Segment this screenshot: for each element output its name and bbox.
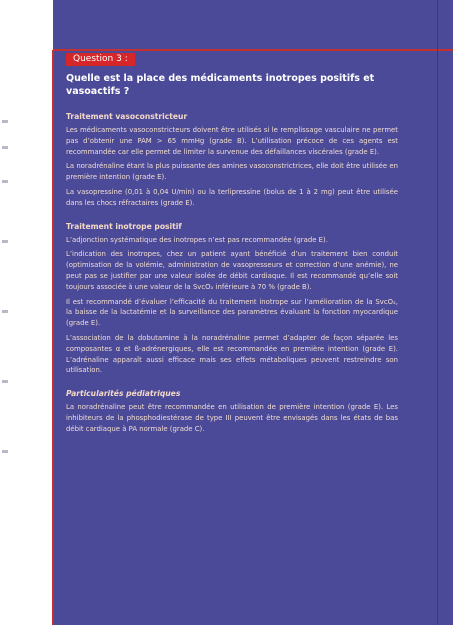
section-gap bbox=[66, 380, 398, 389]
section-title: Traitement inotrope positif bbox=[66, 221, 182, 231]
paragraph: L’adjonction systématique des inotropes n’est pas recommandée (grade E). bbox=[66, 235, 328, 244]
question-title: Quelle est la place des médicaments inotropes positifs et vasoactifs ? bbox=[66, 73, 375, 97]
margin-mark bbox=[2, 120, 8, 123]
margin-mark bbox=[2, 310, 8, 313]
paragraph: L’indication des inotropes, chez un patient ayant bénéficié d’un traitement bien conduit (optimisation de la volémie, administration de vasopresseurs et correction d’une anémie), ne peut pas se justifier par une valeur isolée de débit cardiaque. Il est recommandé qu’elle soit toujours associée à une valeur de la SvcO₂ inférieure à 70 % (grade B). bbox=[66, 250, 398, 291]
section-title: Traitement vasoconstricteur bbox=[66, 112, 188, 121]
question-badge: Question 3 : bbox=[66, 53, 135, 66]
margin-mark bbox=[2, 380, 8, 383]
section-title: Particularités pédiatriques bbox=[66, 389, 181, 399]
margin-marks bbox=[2, 110, 12, 470]
right-rule bbox=[437, 0, 438, 625]
paragraph: Les médicaments vasoconstricteurs doivent être utilisés si le remplissage vasculaire ne permet pas d’obtenir une PAM > 65 mmHg (grade B). L’utilisation précoce de ces agents est recommandée car elle permet de limiter la survenue des défaillances viscérales (grade E). bbox=[66, 126, 398, 156]
top-red-rule bbox=[53, 49, 453, 51]
left-red-rule bbox=[52, 50, 54, 625]
paragraph: L’association de la dobutamine à la noradrénaline permet d’adapter de façon séparée les composantes α et ß-adrénergiques, elle est recommandée en première intention (grade E). L’adrénaline apparaît aussi efficace mais ses effets métaboliques peuvent restreindre son utilisation. bbox=[66, 333, 398, 375]
paragraph: La noradrénaline peut être recommandée en utilisation de première intention (grade E). Les inhibiteurs de la phosphodiestérase de type III peuvent être envisagés dans les états de bas débit cardiaque à PA normale (grade C). bbox=[66, 403, 398, 433]
paragraph: La vasopressine (0,01 à 0,04 U/min) ou la terlipressine (bolus de 1 à 2 mg) peut être utilisée dans les chocs réfractaires (grade E). bbox=[66, 187, 398, 207]
section-gap bbox=[66, 213, 398, 222]
margin-mark bbox=[2, 240, 8, 243]
paragraph: Il est recommandé d’évaluer l’efficacité du traitement inotrope sur l’amélioration de la SvcO₂, la baisse de la lactatémie et la surveillance des paramètres évaluant la fonction myocardique (grade E). bbox=[66, 297, 398, 328]
margin-mark bbox=[2, 180, 8, 183]
section-pediatric bbox=[66, 389, 398, 434]
content-body bbox=[66, 70, 398, 439]
left-margin bbox=[0, 0, 53, 625]
margin-mark bbox=[2, 450, 8, 453]
paragraph: La noradrénaline étant la plus puissante des amines vasoconstrictrices, elle doit être utilisée en première intention (grade E). bbox=[66, 162, 398, 182]
section-inotrope bbox=[66, 222, 398, 377]
section-vasoconstrictor bbox=[66, 112, 398, 209]
margin-mark bbox=[2, 146, 8, 149]
